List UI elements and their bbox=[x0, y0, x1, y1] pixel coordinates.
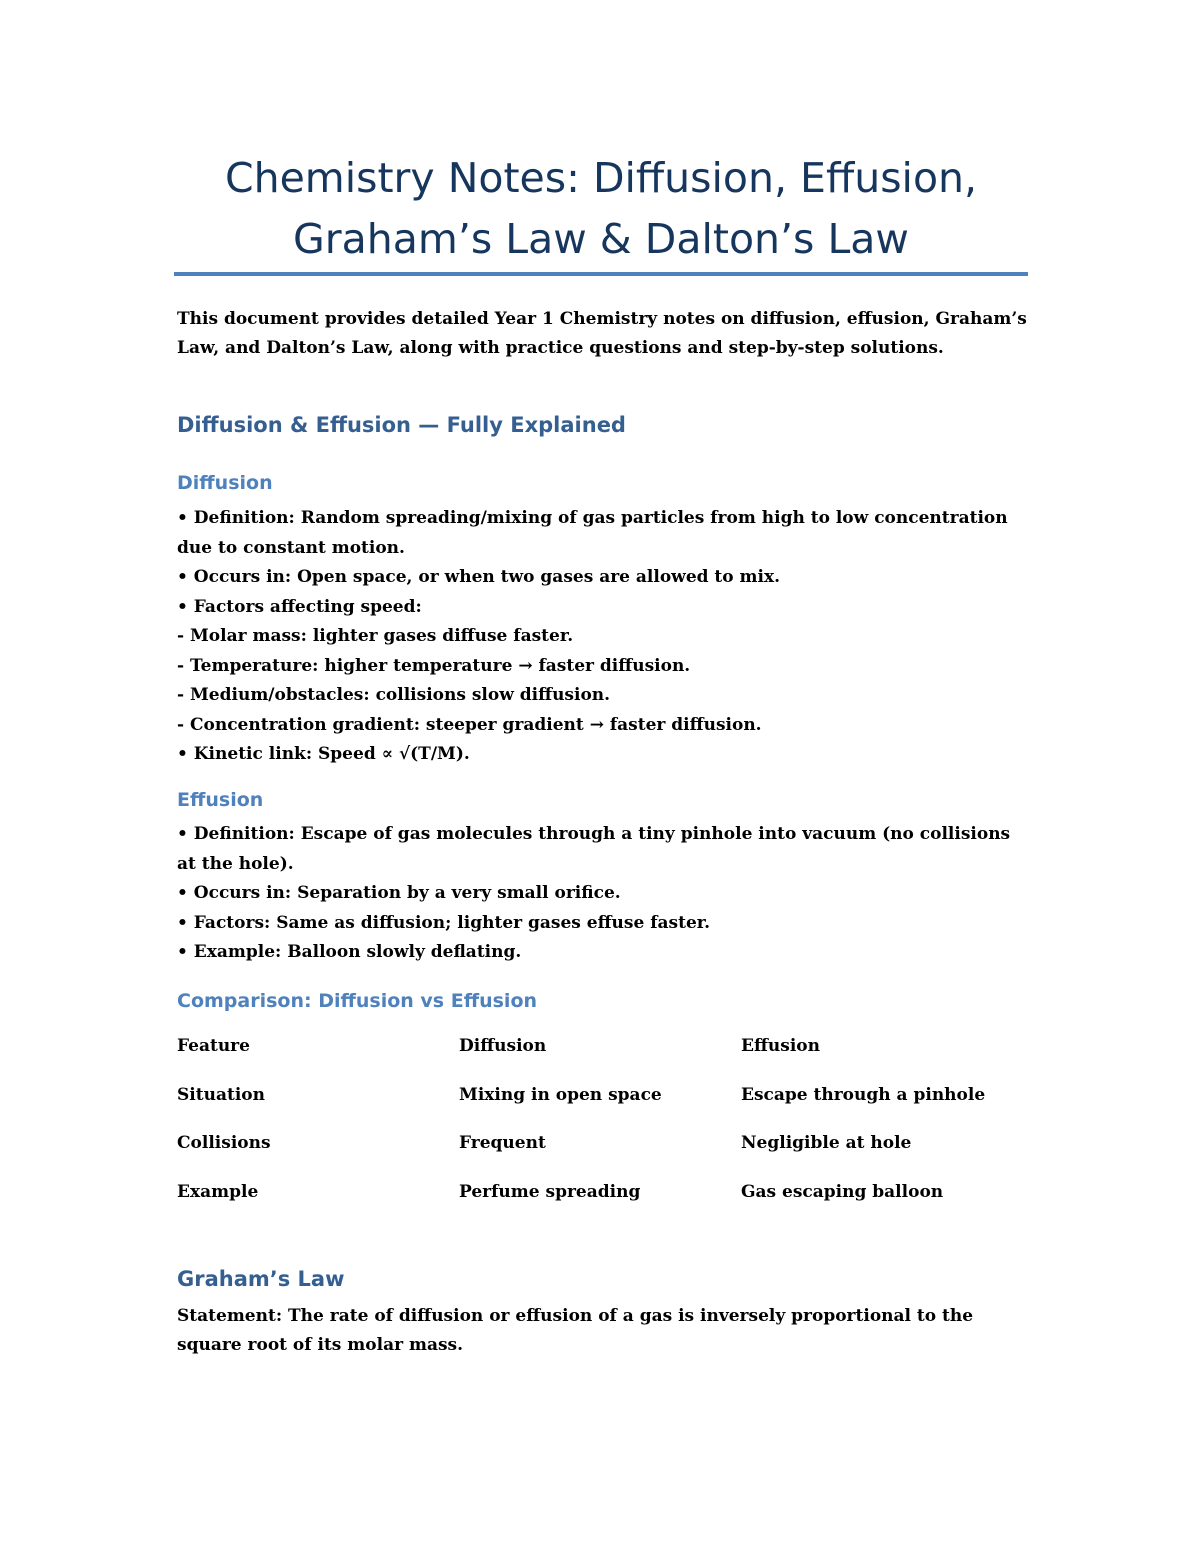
diffusion-occurs-in: • Occurs in: Open space, or when two gases are allowed to mix. bbox=[177, 567, 781, 587]
table-cell: Collisions bbox=[177, 1133, 271, 1154]
intro-paragraph: This document provides detailed Year 1 Chemistry notes on diffusion, effusion, Graham’s Law, and Dalton’s Law, along with practice questions and step-by-step solutions. bbox=[177, 309, 1027, 358]
factor-temperature: - Temperature: higher temperature → faster diffusion. bbox=[177, 655, 691, 676]
diffusion-kinetic-link: • Kinetic link: Speed ∝ √(T/M). bbox=[177, 744, 470, 764]
table-cell: Feature bbox=[177, 1036, 250, 1057]
table-cell: Perfume spreading bbox=[459, 1181, 641, 1202]
effusion-factors: • Factors: Same as diffusion; lighter gases effuse faster. bbox=[177, 912, 711, 933]
table-header-row bbox=[177, 1022, 1027, 1071]
title-line-1: Chemistry Notes: Diffusion, Effusion, bbox=[224, 154, 978, 202]
effusion-definition: • Definition: Escape of gas molecules through a tiny pinhole into vacuum (no collisions at the hole). bbox=[177, 824, 1011, 874]
table-cell: Frequent bbox=[459, 1133, 546, 1154]
grahams-law-statement: Statement: The rate of diffusion or effusion of a gas is inversely proportional to the square root of its molar mass. bbox=[177, 1306, 974, 1355]
effusion-list bbox=[177, 820, 1027, 968]
table-row bbox=[177, 1119, 1027, 1168]
table-row bbox=[177, 1071, 1027, 1120]
effusion-occurs-in: • Occurs in: Separation by a very small orifice. bbox=[177, 883, 621, 903]
diffusion-definition: • Definition: Random spreading/mixing of gas particles from high to low concentration due to constant motion. bbox=[177, 508, 1008, 558]
table-cell: Effusion bbox=[741, 1036, 820, 1057]
table-cell: Example bbox=[177, 1181, 259, 1202]
title-line-2: Graham’s Law & Dalton’s Law bbox=[293, 215, 909, 263]
table-cell: Mixing in open space bbox=[459, 1084, 662, 1105]
title-underline bbox=[174, 272, 1028, 276]
table-cell: Negligible at hole bbox=[741, 1133, 912, 1154]
heading-comparison: Comparison: Diffusion vs Effusion bbox=[177, 990, 538, 1012]
table-cell: Gas escaping balloon bbox=[741, 1181, 944, 1202]
heading-diffusion: Diffusion bbox=[177, 472, 273, 494]
comparison-table bbox=[177, 1022, 1027, 1216]
table-cell: Situation bbox=[177, 1084, 265, 1105]
section-heading-diffusion-effusion: Diffusion & Effusion — Fully Explained bbox=[177, 413, 626, 437]
factor-molar-mass: - Molar mass: lighter gases diffuse faster. bbox=[177, 626, 574, 646]
factor-concentration-gradient: - Concentration gradient: steeper gradient → faster diffusion. bbox=[177, 714, 762, 735]
document-title bbox=[175, 148, 1027, 270]
factor-medium: - Medium/obstacles: collisions slow diffusion. bbox=[177, 685, 611, 705]
diffusion-factors: • Factors affecting speed: bbox=[177, 596, 422, 617]
heading-grahams-law: Graham’s Law bbox=[177, 1267, 345, 1291]
table-cell: Escape through a pinhole bbox=[741, 1084, 986, 1105]
table-cell: Diffusion bbox=[459, 1036, 547, 1057]
diffusion-list bbox=[177, 504, 1027, 770]
table-row bbox=[177, 1168, 1027, 1217]
heading-effusion: Effusion bbox=[177, 789, 264, 811]
effusion-example: • Example: Balloon slowly deflating. bbox=[177, 942, 522, 962]
